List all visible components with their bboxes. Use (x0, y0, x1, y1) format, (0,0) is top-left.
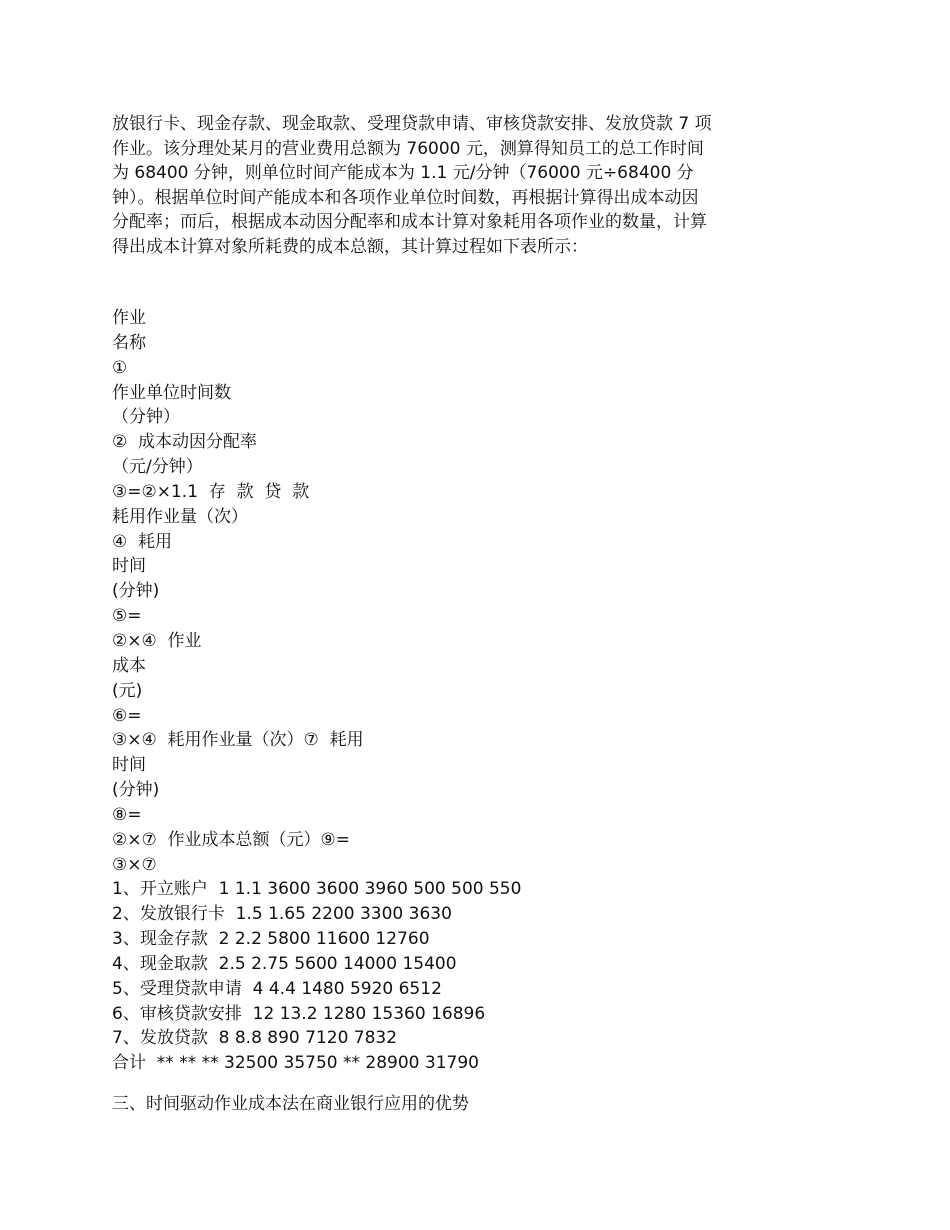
table-row: 2、发放银行卡 1.5 1.65 2200 3300 3630 (112, 904, 452, 925)
table-header-line: 成本 (112, 655, 146, 676)
table-header-line: ③×⑦ (112, 854, 157, 875)
table-header-line: 作业单位时间数 (112, 382, 231, 403)
table-row: 5、受理贷款申请 4 4.4 1480 5920 6512 (112, 978, 442, 999)
table-header-line: ① (112, 357, 128, 378)
table-row: 4、现金取款 2.5 2.75 5600 14000 15400 (112, 953, 457, 974)
intro-paragraph (112, 112, 772, 259)
table-header-line: 耗用作业量（次） (112, 506, 248, 527)
intro-line: 得出成本计算对象所耗费的成本总额，其计算过程如下表所示： (112, 236, 588, 257)
table-header-line: ⑤= (112, 606, 142, 627)
table-header-line: ⑥= (112, 705, 142, 726)
table-header-line: ④ 耗用 (112, 531, 173, 552)
table-header-line: (分钟) (112, 581, 160, 602)
table-total-row: 合计 ** ** ** 32500 35750 ** 28900 31790 (112, 1053, 479, 1074)
table-row: 6、审核贷款安排 12 13.2 1280 15360 16896 (112, 1003, 486, 1024)
table-header-line: (元) (112, 680, 143, 701)
section-heading: 三、时间驱动作业成本法在商业银行应用的优势 (112, 1094, 469, 1114)
table-row: 7、发放贷款 8 8.8 890 7120 7832 (112, 1028, 398, 1049)
table-header-line: ⑧= (112, 804, 142, 825)
table-header-line: （分钟） (112, 407, 180, 428)
intro-line: 钟）。根据单位时间产能成本和各项作业单位时间数，再根据计算得出成本动因 (112, 187, 699, 208)
table-header-line: ② 成本动因分配率 (112, 432, 258, 453)
table-header-line: (分钟) (112, 780, 160, 801)
table-row: 3、现金存款 2 2.2 5800 11600 12760 (112, 929, 430, 950)
table-row: 1、开立账户 1 1.1 3600 3600 3960 500 500 550 (112, 879, 522, 900)
table-header-line: （元/分钟） (112, 457, 203, 478)
table-header-line: ③×④ 耗用作业量（次）⑦ 耗用 (112, 730, 364, 751)
table-header-line: 时间 (112, 556, 146, 577)
intro-line: 分配率；而后，根据成本动因分配率和成本计算对象耗用各项作业的数量，计算 (112, 212, 707, 232)
table-header-line: ③=②×1.1 存 款 贷 款 (112, 481, 310, 502)
table-header-line: ②×④ 作业 (112, 630, 202, 651)
table-header-line: 作业 (112, 308, 146, 328)
table-header-line: 名称 (112, 332, 146, 353)
intro-line: 作业。该分理处某月的营业费用总额为 76000 元，测算得知员工的总工作时间 (112, 138, 704, 159)
table-header-line: ②×⑦ 作业成本总额（元）⑨= (112, 829, 351, 850)
cost-table-text (112, 306, 812, 1076)
intro-line: 放银行卡、现金存款、现金取款、受理贷款申请、审核贷款安排、发放贷款 7 项 (112, 114, 712, 134)
table-header-line: 时间 (112, 755, 146, 776)
intro-line: 为 68400 分钟，则单位时间产能成本为 1.1 元/分钟（76000 元÷68400 分 (112, 163, 694, 183)
